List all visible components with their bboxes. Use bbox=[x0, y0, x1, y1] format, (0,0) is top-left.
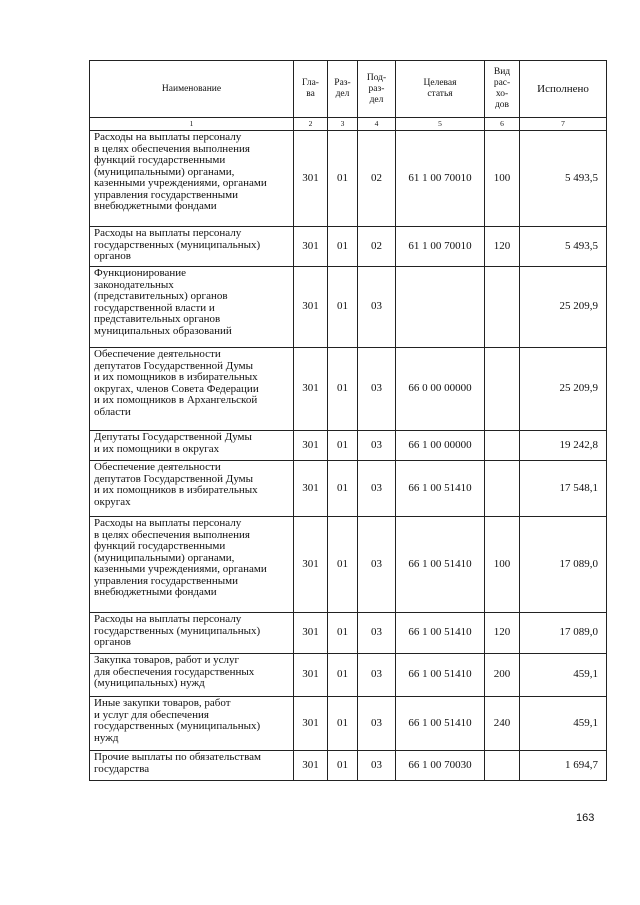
table-row bbox=[90, 613, 607, 654]
amount-cell: 1 694,7 bbox=[520, 751, 607, 781]
table-row bbox=[90, 697, 607, 751]
column-number: 5 bbox=[396, 118, 485, 131]
amount-cell: 5 493,5 bbox=[520, 227, 607, 267]
header-razdel: Раз- дел bbox=[328, 61, 358, 118]
vid-cell bbox=[485, 461, 520, 517]
amount-cell: 5 493,5 bbox=[520, 131, 607, 227]
razdel-cell: 01 bbox=[328, 613, 358, 654]
column-number: 1 bbox=[90, 118, 294, 131]
column-number: 7 bbox=[520, 118, 607, 131]
table-row bbox=[90, 517, 607, 613]
glava-cell: 301 bbox=[294, 227, 328, 267]
razdel-cell: 01 bbox=[328, 461, 358, 517]
vid-cell: 120 bbox=[485, 227, 520, 267]
podrazdel-cell: 03 bbox=[358, 517, 396, 613]
vid-cell: 240 bbox=[485, 697, 520, 751]
razdel-cell: 01 bbox=[328, 227, 358, 267]
glava-cell: 301 bbox=[294, 517, 328, 613]
podrazdel-cell: 03 bbox=[358, 348, 396, 431]
razdel-cell: 01 bbox=[328, 751, 358, 781]
glava-cell: 301 bbox=[294, 613, 328, 654]
header-name: Наименование bbox=[90, 61, 294, 118]
vid-cell: 100 bbox=[485, 517, 520, 613]
amount-cell: 17 089,0 bbox=[520, 613, 607, 654]
vid-cell bbox=[485, 751, 520, 781]
expense-name: Расходы на выплаты персоналу в целях обеспечения выполнения функций государственными (муниципальными) органами, казенными учреждениями, органами управления государственными внебюджетными фондами bbox=[90, 517, 294, 613]
table-row bbox=[90, 131, 607, 227]
expense-name: Расходы на выплаты персоналу государственных (муниципальных) органов bbox=[90, 613, 294, 654]
amount-cell: 19 242,8 bbox=[520, 431, 607, 461]
podrazdel-cell: 03 bbox=[358, 267, 396, 348]
expense-name: Иные закупки товаров, работ и услуг для обеспечения государственных (муниципальных) нужд bbox=[90, 697, 294, 751]
table-row bbox=[90, 267, 607, 348]
header-podrazdel: Под- раз- дел bbox=[358, 61, 396, 118]
amount-cell: 17 089,0 bbox=[520, 517, 607, 613]
vid-cell bbox=[485, 267, 520, 348]
header-glava: Гла- ва bbox=[294, 61, 328, 118]
table-row bbox=[90, 751, 607, 781]
column-number: 6 bbox=[485, 118, 520, 131]
podrazdel-cell: 02 bbox=[358, 131, 396, 227]
target-cell: 66 1 00 70030 bbox=[396, 751, 485, 781]
expense-name: Обеспечение деятельности депутатов Государственной Думы и их помощников в избирательных округах bbox=[90, 461, 294, 517]
header-row bbox=[90, 61, 607, 118]
vid-cell: 120 bbox=[485, 613, 520, 654]
header-ispolneno: Исполнено bbox=[520, 61, 607, 118]
table-row bbox=[90, 654, 607, 697]
table-body bbox=[90, 131, 607, 781]
podrazdel-cell: 03 bbox=[358, 751, 396, 781]
glava-cell: 301 bbox=[294, 654, 328, 697]
amount-cell: 25 209,9 bbox=[520, 348, 607, 431]
target-cell: 66 1 00 51410 bbox=[396, 517, 485, 613]
razdel-cell: 01 bbox=[328, 131, 358, 227]
header-target: Целевая статья bbox=[396, 61, 485, 118]
glava-cell: 301 bbox=[294, 461, 328, 517]
razdel-cell: 01 bbox=[328, 654, 358, 697]
column-number: 4 bbox=[358, 118, 396, 131]
podrazdel-cell: 03 bbox=[358, 431, 396, 461]
target-cell: 66 1 00 00000 bbox=[396, 431, 485, 461]
expense-name: Расходы на выплаты персоналу государственных (муниципальных) органов bbox=[90, 227, 294, 267]
amount-cell: 25 209,9 bbox=[520, 267, 607, 348]
column-number: 2 bbox=[294, 118, 328, 131]
razdel-cell: 01 bbox=[328, 348, 358, 431]
target-cell: 66 0 00 00000 bbox=[396, 348, 485, 431]
glava-cell: 301 bbox=[294, 131, 328, 227]
podrazdel-cell: 03 bbox=[358, 461, 396, 517]
budget-table bbox=[89, 60, 607, 781]
razdel-cell: 01 bbox=[328, 431, 358, 461]
razdel-cell: 01 bbox=[328, 267, 358, 348]
target-cell: 61 1 00 70010 bbox=[396, 131, 485, 227]
vid-cell: 100 bbox=[485, 131, 520, 227]
glava-cell: 301 bbox=[294, 751, 328, 781]
expense-name: Депутаты Государственной Думы и их помощники в округах bbox=[90, 431, 294, 461]
glava-cell: 301 bbox=[294, 348, 328, 431]
column-number: 3 bbox=[328, 118, 358, 131]
target-cell: 66 1 00 51410 bbox=[396, 613, 485, 654]
expense-name: Закупка товаров, работ и услуг для обеспечения государственных (муниципальных) нужд bbox=[90, 654, 294, 697]
amount-cell: 459,1 bbox=[520, 697, 607, 751]
target-cell: 66 1 00 51410 bbox=[396, 654, 485, 697]
target-cell: 61 1 00 70010 bbox=[396, 227, 485, 267]
vid-cell bbox=[485, 348, 520, 431]
expense-name: Прочие выплаты по обязательствам государства bbox=[90, 751, 294, 781]
page-number: 163 bbox=[576, 812, 595, 824]
glava-cell: 301 bbox=[294, 267, 328, 348]
expense-name: Функционирование законодательных (представительных) органов государственной власти и представительных органов муниципальных образований bbox=[90, 267, 294, 348]
razdel-cell: 01 bbox=[328, 517, 358, 613]
glava-cell: 301 bbox=[294, 431, 328, 461]
amount-cell: 17 548,1 bbox=[520, 461, 607, 517]
table-row bbox=[90, 227, 607, 267]
expense-name: Расходы на выплаты персоналу в целях обеспечения выполнения функций государственными (муниципальными) органами, казенными учреждениями, органами управления государственными внебюджетными фондами bbox=[90, 131, 294, 227]
table-row bbox=[90, 431, 607, 461]
podrazdel-cell: 03 bbox=[358, 613, 396, 654]
podrazdel-cell: 03 bbox=[358, 654, 396, 697]
podrazdel-cell: 03 bbox=[358, 697, 396, 751]
table-row bbox=[90, 461, 607, 517]
glava-cell: 301 bbox=[294, 697, 328, 751]
amount-cell: 459,1 bbox=[520, 654, 607, 697]
razdel-cell: 01 bbox=[328, 697, 358, 751]
podrazdel-cell: 02 bbox=[358, 227, 396, 267]
target-cell: 66 1 00 51410 bbox=[396, 697, 485, 751]
header-vid: Вид рас- хо- дов bbox=[485, 61, 520, 118]
vid-cell bbox=[485, 431, 520, 461]
table-row bbox=[90, 348, 607, 431]
target-cell bbox=[396, 267, 485, 348]
column-numbers-row bbox=[90, 118, 607, 131]
target-cell: 66 1 00 51410 bbox=[396, 461, 485, 517]
vid-cell: 200 bbox=[485, 654, 520, 697]
expense-name: Обеспечение деятельности депутатов Государственной Думы и их помощников в избирательных округах, членов Совета Федерации и их помощников в Архангельской области bbox=[90, 348, 294, 431]
